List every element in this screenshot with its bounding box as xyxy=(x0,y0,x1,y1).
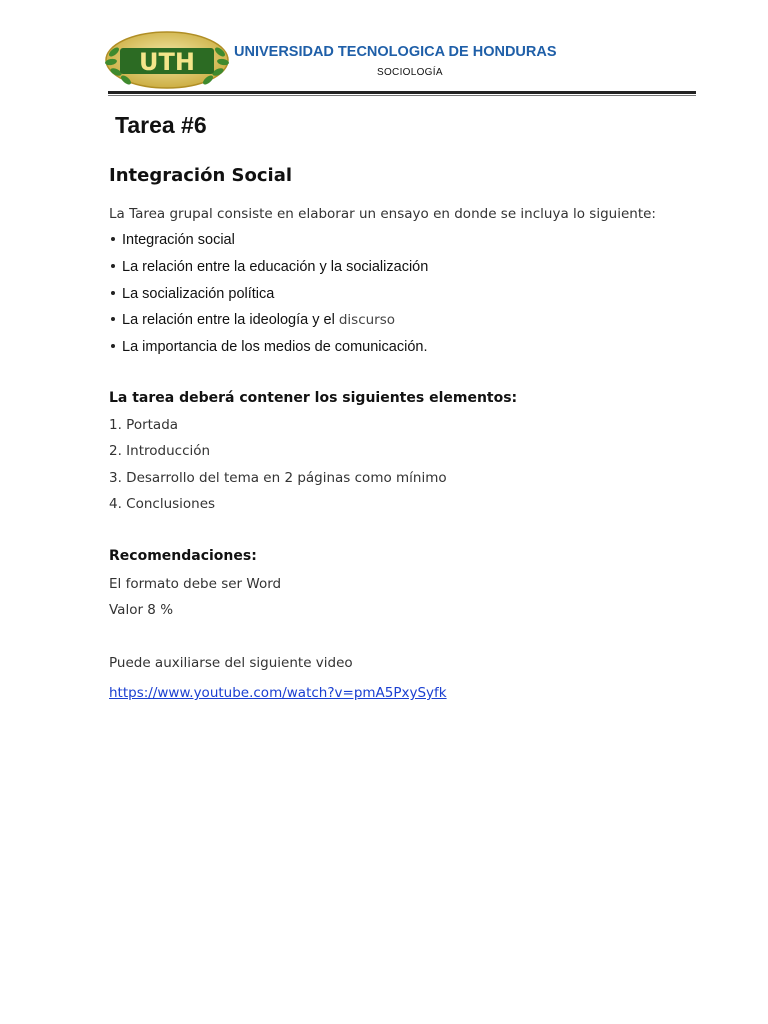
subject-name: SOCIOLOGÍA xyxy=(377,67,443,78)
bullet-icon xyxy=(111,317,115,321)
bullet-item: Integración social xyxy=(109,232,235,248)
elements-heading: La tarea deberá contener los siguientes elementos: xyxy=(109,390,518,406)
bullet-item: La relación entre la ideología y el discurso xyxy=(109,312,395,328)
uth-logo xyxy=(104,30,230,90)
video-link[interactable]: https://www.youtube.com/watch?v=pmA5PxySyfk xyxy=(109,685,447,701)
bullet-icon xyxy=(111,344,115,348)
recommendations-heading: Recomendaciones: xyxy=(109,548,257,564)
element-item: 1. Portada xyxy=(109,417,179,433)
intro-text: La Tarea grupal consiste en elaborar un ensayo en donde se incluya lo siguiente: xyxy=(109,206,656,222)
element-item: 2. Introducción xyxy=(109,443,211,459)
bullet-icon xyxy=(111,237,115,241)
document-header xyxy=(0,0,768,100)
recommendation-item: El formato debe ser Word xyxy=(109,576,282,592)
bullet-item: La importancia de los medios de comunicación. xyxy=(109,339,427,355)
bullet-icon xyxy=(111,264,115,268)
assignment-subtitle: Integración Social xyxy=(109,165,293,186)
element-item: 3. Desarrollo del tema en 2 páginas como mínimo xyxy=(109,470,447,486)
recommendation-item: Valor 8 % xyxy=(109,602,174,618)
video-link-wrapper xyxy=(109,682,454,701)
bullet-item: La relación entre la educación y la socialización xyxy=(109,259,428,275)
university-name: UNIVERSIDAD TECNOLOGICA DE HONDURAS xyxy=(234,44,557,60)
video-label: Puede auxiliarse del siguiente video xyxy=(109,655,353,671)
svg-text:UTH: UTH xyxy=(139,48,195,76)
header-rule-thin xyxy=(108,95,696,96)
assignment-title: Tarea #6 xyxy=(115,112,207,138)
bullet-item: La socialización política xyxy=(109,286,274,302)
element-item: 4. Conclusiones xyxy=(109,496,216,512)
header-rule xyxy=(108,91,696,94)
bullet-icon xyxy=(111,291,115,295)
